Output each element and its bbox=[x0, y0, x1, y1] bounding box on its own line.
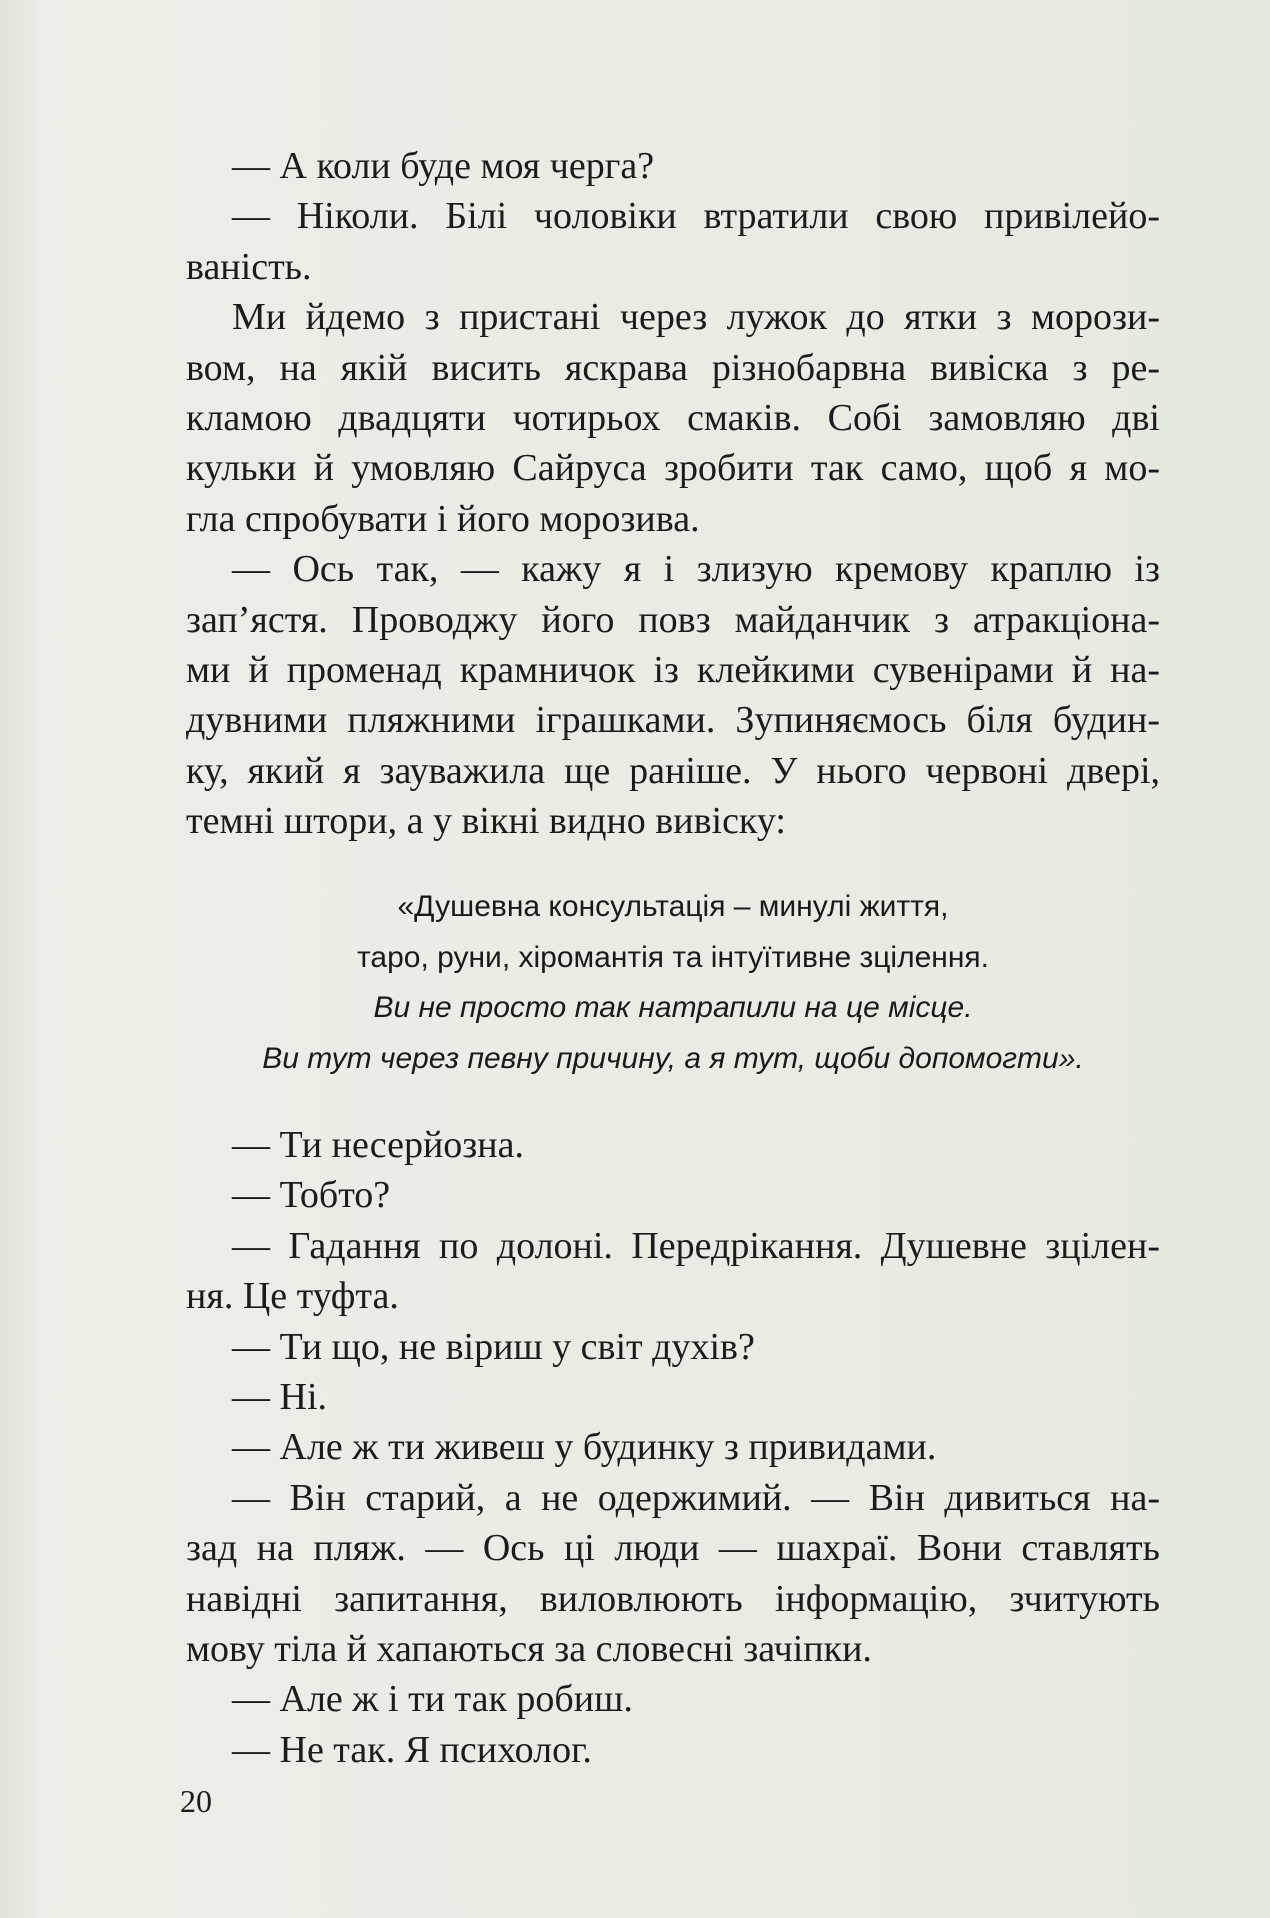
sign-line: «Душевна консультація – минулі життя, bbox=[397, 890, 949, 924]
page-gutter-shade bbox=[0, 0, 40, 1918]
text-line: — А коли буде моя черга? bbox=[232, 145, 655, 187]
dialogue-line: зад на пляж. — Ось ці люди — шахраї. Вони ставлять bbox=[186, 1527, 1160, 1570]
text-line: — Ось так, — кажу я і злизую кремову краплю із bbox=[232, 548, 1160, 591]
dialogue-line: — Ти що, не віриш у світ духів? bbox=[232, 1325, 755, 1368]
text-line: ку, який я зауважила ще раніше. У нього червоні двері, bbox=[186, 749, 1160, 792]
dialogue-line: ня. Це туфта. bbox=[186, 1275, 399, 1318]
page-text bbox=[186, 141, 1160, 1775]
spacer bbox=[186, 1084, 1160, 1120]
sign-line-italic: Ви тут через певну причину, а я тут, щоби допомогти». bbox=[262, 1041, 1084, 1075]
text-line: ми й променад крамничок із клейкими сувенірами й на- bbox=[186, 648, 1160, 691]
dialogue-line: — Тобто? bbox=[232, 1174, 391, 1217]
text-line: зап’ястя. Проводжу його повз майданчик з атракціона- bbox=[186, 598, 1160, 641]
dialogue-line: — Але ж і ти так робиш. bbox=[232, 1678, 633, 1721]
dialogue-line: — Він старий, а не одержимий. — Він дивиться на- bbox=[232, 1476, 1160, 1519]
sign-line: таро, руни, хіромантія та інтуїтивне зцілення. bbox=[357, 940, 989, 974]
text-line: — Ніколи. Білі чоловіки втратили свою привілейо- bbox=[232, 195, 1160, 238]
dialogue-line: — Гадання по долоні. Передрікання. Душевне зцілен- bbox=[232, 1224, 1160, 1267]
text-line: кламою двадцяти чотирьох смаків. Собі замовляю дві bbox=[186, 396, 1160, 439]
sign-line-italic: Ви не просто так натрапили на це місце. bbox=[373, 991, 973, 1025]
text-line: дувними пляжними іграшками. Зупиняємось біля будин- bbox=[186, 699, 1160, 742]
dialogue-line: — Але ж ти живеш у будинку з привидами. bbox=[232, 1426, 937, 1469]
text-line: ваність. bbox=[186, 245, 312, 288]
text-line: Ми йдемо з пристані через лужок до ятки з морози- bbox=[232, 296, 1160, 339]
dialogue-line: навідні запитання, виловлюють інформацію, зчитують bbox=[186, 1577, 1160, 1620]
dialogue-line: — Ти несерйозна. bbox=[232, 1124, 524, 1167]
dialogue-line: мову тіла й хапаються за словесні зачіпки. bbox=[186, 1627, 872, 1670]
dialogue-line: — Не так. Я психолог. bbox=[232, 1728, 592, 1771]
dialogue-line: — Ні. bbox=[232, 1375, 327, 1418]
text-line: кульки й умовляю Сайруса зробити так само, щоб я мо- bbox=[186, 447, 1160, 490]
page-number: 20 bbox=[180, 1783, 212, 1819]
text-line: вом, на якій висить яскрава різнобарвна вивіска з ре- bbox=[186, 346, 1160, 389]
spacer bbox=[186, 846, 1160, 882]
text-line: гла спробувати і його морозива. bbox=[186, 497, 700, 540]
text-line: темні штори, а у вікні видно вивіску: bbox=[186, 800, 786, 843]
